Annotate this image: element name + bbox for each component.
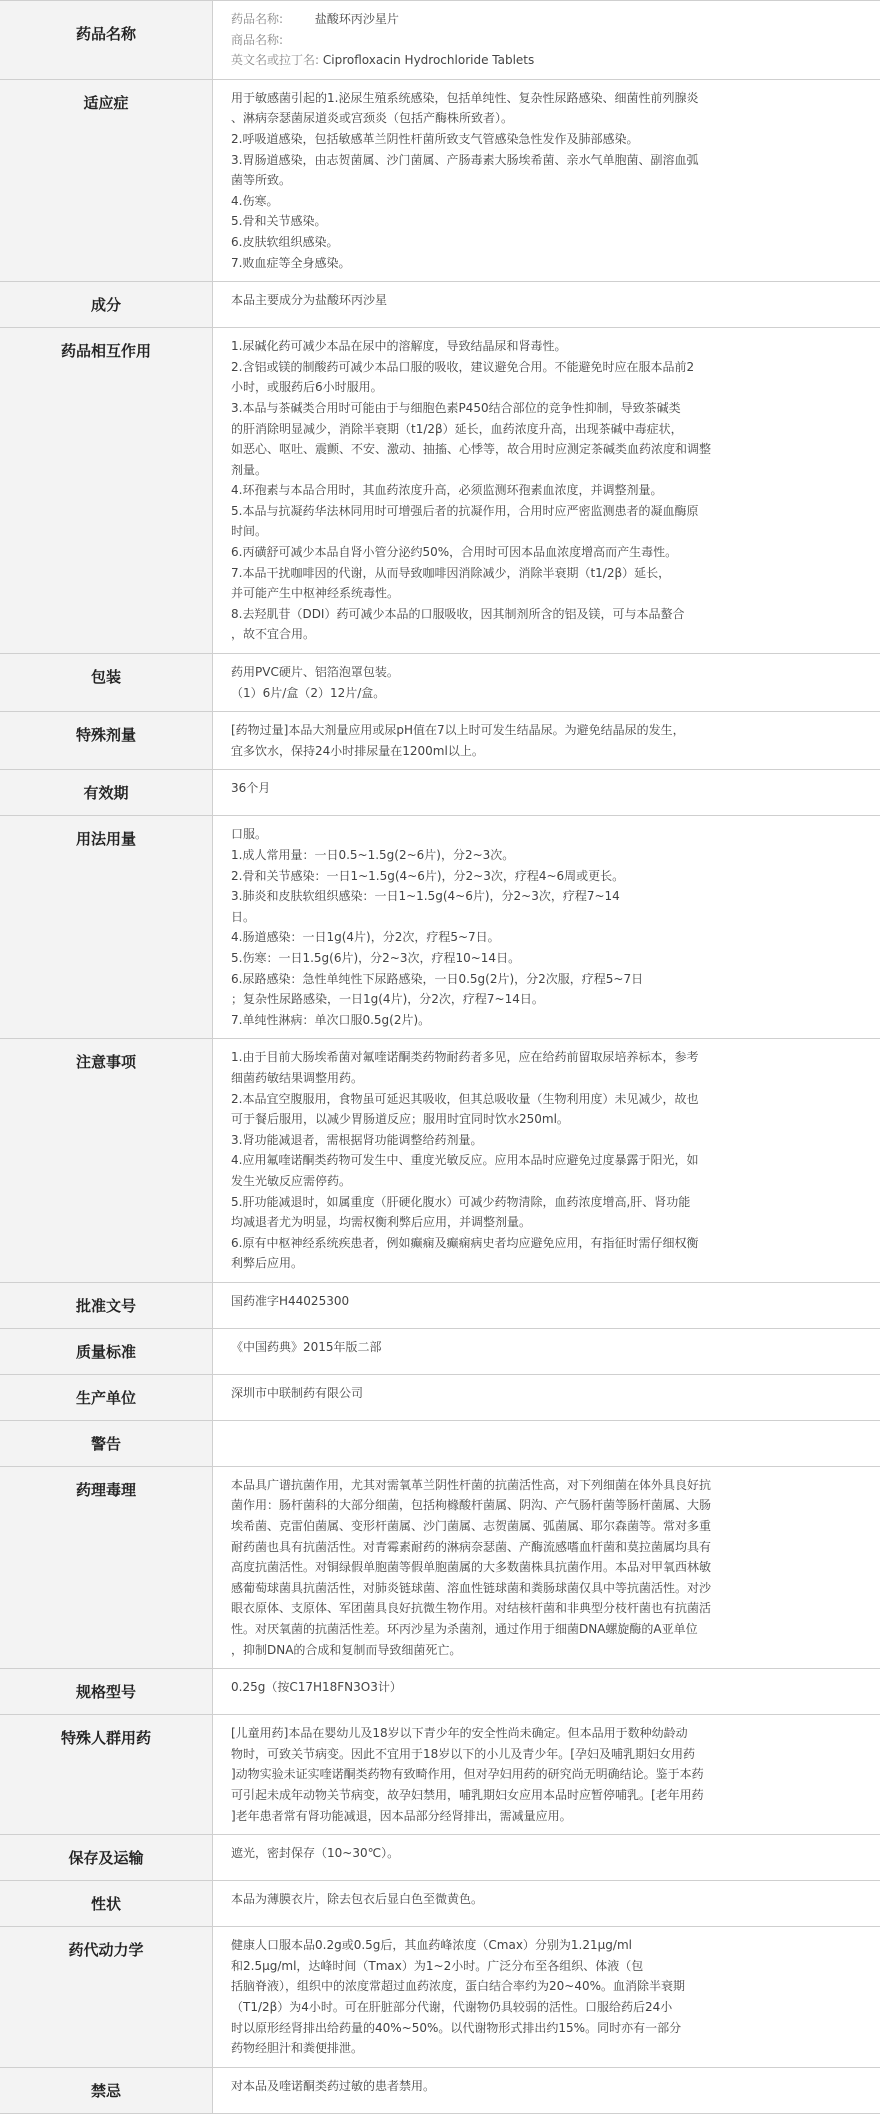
- row-label: 注意事项: [0, 1039, 213, 1283]
- generic-name-label: 药品名称:: [231, 9, 311, 30]
- row-text-line: 3.肺炎和皮肤软组织感染：一日1~1.5g(4~6片)，分2~3次，疗程7~14: [231, 886, 864, 907]
- trade-name-line: [231, 30, 864, 51]
- english-name-label: 英文名或拉丁名:: [231, 53, 319, 67]
- row-value: [213, 770, 880, 816]
- row-text-line: 6.丙磺舒可减少本品自肾小管分泌约50%，合用时可因本品血浓度增高而产生毒性。: [231, 542, 864, 563]
- row-value: [213, 1927, 880, 2068]
- row-label: 质量标准: [0, 1328, 213, 1374]
- row-label: 适应症: [0, 79, 213, 281]
- row-text-line: 并可能产生中枢神经系统毒性。: [231, 583, 864, 604]
- row-label: 生产单位: [0, 1374, 213, 1420]
- row-text-line: 时以原形经肾排出给药量的40%~50%。以代谢物形式排出约15%。同时亦有一部分: [231, 2018, 864, 2039]
- row-text-line: 药物经胆汁和粪便排泄。: [231, 2038, 864, 2059]
- row-text-line: 、淋病奈瑟菌尿道炎或宫颈炎（包括产酶株所致者）。: [231, 108, 864, 129]
- row-text-line: ；复杂性尿路感染，一日1g(4片)，分2次，疗程7~14日。: [231, 989, 864, 1010]
- row-text-line: ]动物实验未证实喹诺酮类药物有致畸作用，但对孕妇用药的研究尚无明确结论。鉴于本药: [231, 1764, 864, 1785]
- row-value: [213, 1669, 880, 1715]
- row-text-line: [儿童用药]本品在婴幼儿及18岁以下青少年的安全性尚未确定。但本品用于数种幼龄动: [231, 1723, 864, 1744]
- row-value: [213, 1715, 880, 1835]
- row-text-line: 括脑脊液），组织中的浓度常超过血药浓度，蛋白结合率约为20~40%。血消除半衰期: [231, 1976, 864, 1997]
- trade-name-label: 商品名称:: [231, 30, 311, 51]
- row-text-line: 本品具广谱抗菌作用，尤其对需氧革兰阴性杆菌的抗菌活性高，对下列细菌在体外具良好抗: [231, 1475, 864, 1496]
- row-text-line: 国药准字H44025300: [231, 1291, 864, 1312]
- row-text-line: 可引起未成年动物关节病变，故孕妇禁用，哺乳期妇女应用本品时应暂停哺乳。[老年用药: [231, 1785, 864, 1806]
- english-name: Ciprofloxacin Hydrochloride Tablets: [323, 53, 534, 67]
- spec-row: [0, 816, 880, 1039]
- row-text-line: 3.胃肠道感染，由志贺菌属、沙门菌属、产肠毒素大肠埃希菌、亲水气单胞菌、副溶血弧: [231, 150, 864, 171]
- row-label: 特殊人群用药: [0, 1715, 213, 1835]
- row-text-line: 4.伤寒。: [231, 191, 864, 212]
- row-text-line: 7.败血症等全身感染。: [231, 253, 864, 274]
- row-label: 药代动力学: [0, 1927, 213, 2068]
- spec-row: [0, 328, 880, 654]
- spec-row: [0, 1374, 880, 1420]
- row-value: [213, 2067, 880, 2113]
- row-label: 用法用量: [0, 816, 213, 1039]
- row-text-line: 用于敏感菌引起的1.泌尿生殖系统感染，包括单纯性、复杂性尿路感染、细菌性前列腺炎: [231, 88, 864, 109]
- row-text-line: 埃希菌、克雷伯菌属、变形杆菌属、沙门菌属、志贺菌属、弧菌属、耶尔森菌等。常对多重: [231, 1516, 864, 1537]
- row-value: [213, 1, 880, 80]
- row-label: 有效期: [0, 770, 213, 816]
- row-text-line: 7.本品干扰咖啡因的代谢，从而导致咖啡因消除减少，消除半衰期（t1/2β）延长，: [231, 563, 864, 584]
- row-value: [213, 282, 880, 328]
- row-label: 药品名称: [0, 1, 213, 80]
- spec-row: [0, 1282, 880, 1328]
- spec-row: [0, 1835, 880, 1881]
- spec-table-body: [0, 1, 880, 2114]
- spec-row: [0, 654, 880, 712]
- spec-row: [0, 1927, 880, 2068]
- row-text-line: 高度抗菌活性。对铜绿假单胞菌等假单胞菌属的大多数菌株具抗菌作用。本品对甲氧西林敏: [231, 1557, 864, 1578]
- row-value: [213, 1881, 880, 1927]
- row-text-line: 如恶心、呕吐、震颤、不安、激动、抽搐、心悸等，故合用时应测定茶碱类血药浓度和调整: [231, 439, 864, 460]
- spec-row: [0, 2067, 880, 2113]
- row-text-line: 5.伤寒：一日1.5g(6片)，分2~3次，疗程10~14日。: [231, 948, 864, 969]
- row-text-line: 6.皮肤软组织感染。: [231, 232, 864, 253]
- row-value: [213, 79, 880, 281]
- row-label: 保存及运输: [0, 1835, 213, 1881]
- row-value: [213, 328, 880, 654]
- spec-row: [0, 1715, 880, 1835]
- row-text-line: 1.成人常用量：一日0.5~1.5g(2~6片)，分2~3次。: [231, 845, 864, 866]
- row-text-line: [药物过量]本品大剂量应用或尿pH值在7以上时可发生结晶尿。为避免结晶尿的发生，: [231, 720, 864, 741]
- row-text-line: （T1/2β）为4小时。可在肝脏部分代谢，代谢物仍具较弱的活性。口服给药后24小: [231, 1997, 864, 2018]
- row-label: 警告: [0, 1420, 213, 1466]
- row-label: 规格型号: [0, 1669, 213, 1715]
- spec-row: [0, 1328, 880, 1374]
- row-text-line: 宜多饮水，保持24小时排尿量在1200ml以上。: [231, 741, 864, 762]
- row-label: 特殊剂量: [0, 712, 213, 770]
- row-text-line: 遮光，密封保存（10~30℃）。: [231, 1843, 864, 1864]
- row-text-line: 《中国药典》2015年版二部: [231, 1337, 864, 1358]
- row-value: [213, 654, 880, 712]
- row-text-line: 眼衣原体、支原体、军团菌具良好抗微生物作用。对结核杆菌和非典型分枝杆菌也有抗菌活: [231, 1598, 864, 1619]
- row-label: 药品相互作用: [0, 328, 213, 654]
- row-text-line: 药用PVC硬片、铝箔泡罩包装。: [231, 662, 864, 683]
- row-text-line: 利弊后应用。: [231, 1253, 864, 1274]
- spec-row: [0, 1881, 880, 1927]
- row-text-line: 6.尿路感染：急性单纯性下尿路感染，一日0.5g(2片)，分2次服，疗程5~7日: [231, 969, 864, 990]
- row-text-line: 4.肠道感染：一日1g(4片)，分2次，疗程5~7日。: [231, 927, 864, 948]
- row-text-line: 4.应用氟喹诺酮类药物可发生中、重度光敏反应。应用本品时应避免过度暴露于阳光，如: [231, 1150, 864, 1171]
- row-value: [213, 816, 880, 1039]
- row-label: 药理毒理: [0, 1466, 213, 1668]
- spec-row: [0, 1039, 880, 1283]
- row-text-line: 小时，或服药后6小时服用。: [231, 377, 864, 398]
- row-text-line: 时间。: [231, 521, 864, 542]
- row-text-line: ]老年患者常有肾功能减退，因本品部分经肾排出，需减量应用。: [231, 1806, 864, 1827]
- row-drug-name: [0, 1, 880, 80]
- generic-name: 盐酸环丙沙星片: [315, 12, 399, 26]
- row-text-line: 6.原有中枢神经系统疾患者，例如癫痫及癫痫病史者均应避免应用，有指征时需仔细权衡: [231, 1233, 864, 1254]
- row-text-line: 日。: [231, 907, 864, 928]
- row-value: [213, 1374, 880, 1420]
- row-text-line: 耐药菌也具有抗菌活性。对青霉素耐药的淋病奈瑟菌、产酶流感嗜血杆菌和莫拉菌属均具有: [231, 1537, 864, 1558]
- row-text-line: 2.本品宜空腹服用，食物虽可延迟其吸收，但其总吸收量（生物利用度）未见减少，故也: [231, 1089, 864, 1110]
- row-text-line: 2.含铝或镁的制酸药可减少本品口服的吸收，建议避免合用。不能避免时应在服本品前2: [231, 357, 864, 378]
- row-text-line: 细菌药敏结果调整用药。: [231, 1068, 864, 1089]
- row-text-line: 3.本品与茶碱类合用时可能由于与细胞色素P450结合部位的竞争性抑制，导致茶碱类: [231, 398, 864, 419]
- row-label: 成分: [0, 282, 213, 328]
- row-text-line: 的肝消除明显减少，消除半衰期（t1/2β）延长，血药浓度升高，出现茶碱中毒症状，: [231, 419, 864, 440]
- row-text-line: 2.骨和关节感染：一日1~1.5g(4~6片)，分2~3次，疗程4~6周或更长。: [231, 866, 864, 887]
- row-text-line: 0.25g（按C17H18FN3O3计）: [231, 1677, 864, 1698]
- row-text-line: 健康人口服本品0.2g或0.5g后，其血药峰浓度（Cmax）分别为1.21μg/ml: [231, 1935, 864, 1956]
- row-text-line: 深圳市中联制药有限公司: [231, 1383, 864, 1404]
- row-text-line: 5.骨和关节感染。: [231, 211, 864, 232]
- row-value: [213, 1835, 880, 1881]
- row-text-line: ，故不宜合用。: [231, 624, 864, 645]
- row-text-line: 5.肝功能减退时，如属重度（肝硬化腹水）可减少药物清除，血药浓度增高,肝、肾功能: [231, 1192, 864, 1213]
- row-text-line: 本品为薄膜衣片，除去包衣后显白色至微黄色。: [231, 1889, 864, 1910]
- row-text-line: 物时，可致关节病变。因此不宜用于18岁以下的小儿及青少年。[孕妇及哺乳期妇女用药: [231, 1744, 864, 1765]
- row-value: [213, 1328, 880, 1374]
- row-text-line: 5.本品与抗凝药华法林同用时可增强后者的抗凝作用，合用时应严密监测患者的凝血酶原: [231, 501, 864, 522]
- row-text-line: 感葡萄球菌具抗菌活性，对肺炎链球菌、溶血性链球菌和粪肠球菌仅具中等抗菌活性。对沙: [231, 1578, 864, 1599]
- spec-row: [0, 79, 880, 281]
- row-text-line: ，抑制DNA的合成和复制而导致细菌死亡。: [231, 1640, 864, 1661]
- row-text-line: 3.肾功能减退者，需根据肾功能调整给药剂量。: [231, 1130, 864, 1151]
- row-label: 性状: [0, 1881, 213, 1927]
- row-text-line: 7.单纯性淋病：单次口服0.5g(2片)。: [231, 1010, 864, 1031]
- row-text-line: 可于餐后服用，以减少胃肠道反应；服用时宜同时饮水250ml。: [231, 1109, 864, 1130]
- row-text-line: 性。对厌氧菌的抗菌活性差。环丙沙星为杀菌剂，通过作用于细菌DNA螺旋酶的A亚单位: [231, 1619, 864, 1640]
- spec-row: [0, 1420, 880, 1466]
- spec-row: [0, 1669, 880, 1715]
- row-value: [213, 1466, 880, 1668]
- generic-name-line: [231, 9, 864, 30]
- row-value: [213, 1039, 880, 1283]
- spec-row: [0, 712, 880, 770]
- row-text-line: 菌作用：肠杆菌科的大部分细菌，包括枸橼酸杆菌属、阴沟、产气肠杆菌等肠杆菌属、大肠: [231, 1495, 864, 1516]
- row-text-line: 8.去羟肌苷（DDI）药可减少本品的口服吸收，因其制剂所含的铝及镁，可与本品螯合: [231, 604, 864, 625]
- row-text-line: 1.由于目前大肠埃希菌对氟喹诺酮类药物耐药者多见，应在给药前留取尿培养标本，参考: [231, 1047, 864, 1068]
- spec-row: [0, 1466, 880, 1668]
- spec-row: [0, 770, 880, 816]
- row-text-line: 4.环孢素与本品合用时，其血药浓度升高，必须监测环孢素血浓度，并调整剂量。: [231, 480, 864, 501]
- row-text-line: 口服。: [231, 824, 864, 845]
- row-label: 包装: [0, 654, 213, 712]
- row-value: [213, 712, 880, 770]
- row-text-line: 和2.5μg/ml，达峰时间（Tmax）为1~2小时。广泛分布至各组织、体液（包: [231, 1956, 864, 1977]
- row-text-line: 均减退者尤为明显，均需权衡利弊后应用，并调整剂量。: [231, 1212, 864, 1233]
- row-text-line: 36个月: [231, 778, 864, 799]
- english-name-line: [231, 50, 864, 71]
- row-text-line: 发生光敏反应需停药。: [231, 1171, 864, 1192]
- row-text-line: 1.尿碱化药可减少本品在尿中的溶解度，导致结晶尿和肾毒性。: [231, 336, 864, 357]
- row-text-line: （1）6片/盒（2）12片/盒。: [231, 683, 864, 704]
- row-label: 批准文号: [0, 1282, 213, 1328]
- row-text-line: 菌等所致。: [231, 170, 864, 191]
- row-text-line: 对本品及喹诺酮类药过敏的患者禁用。: [231, 2076, 864, 2097]
- row-text-line: 2.呼吸道感染，包括敏感革兰阴性杆菌所致支气管感染急性发作及肺部感染。: [231, 129, 864, 150]
- spec-row: [0, 282, 880, 328]
- row-value: [213, 1282, 880, 1328]
- row-value: [213, 1420, 880, 1466]
- row-label: 禁忌: [0, 2067, 213, 2113]
- row-text-line: 本品主要成分为盐酸环丙沙星: [231, 290, 864, 311]
- row-text-line: 剂量。: [231, 460, 864, 481]
